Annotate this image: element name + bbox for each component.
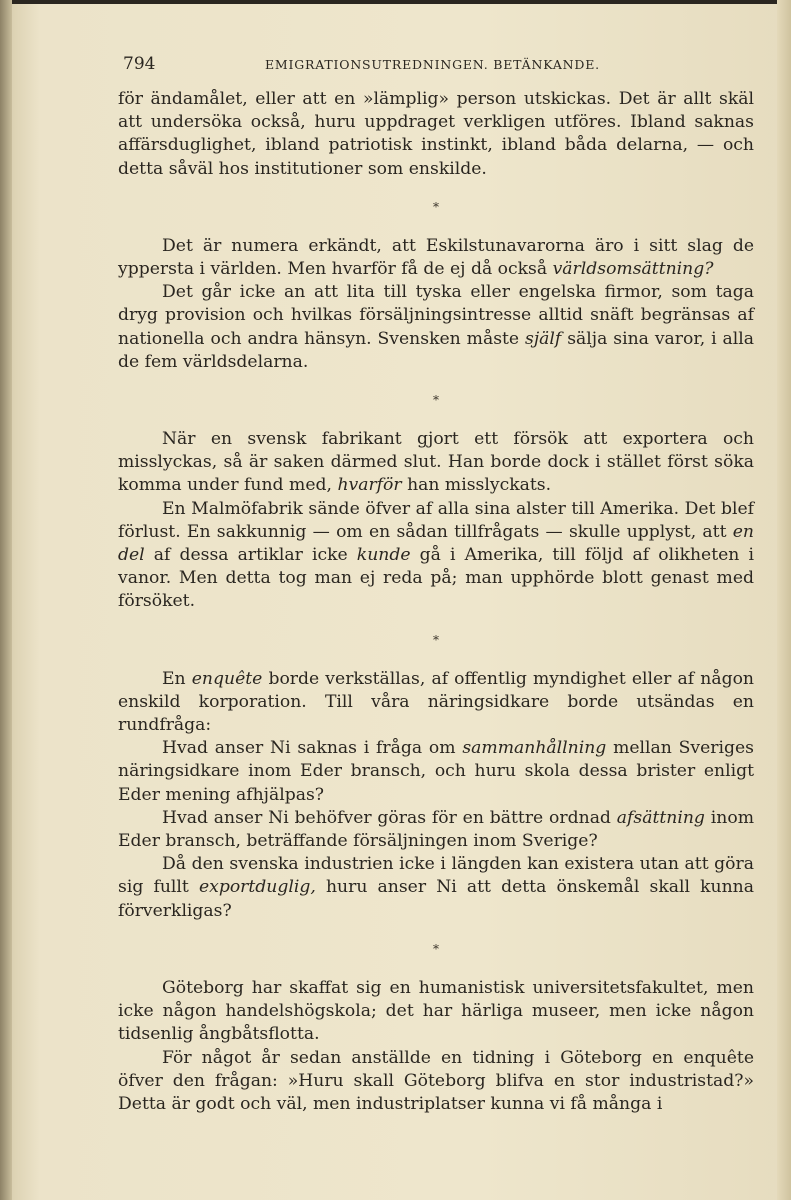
emphasis: världsomsättning?	[552, 259, 714, 280]
paragraph-text: han misslyckats.	[401, 475, 552, 496]
running-head: EMIGRATIONSUTREDNINGEN. BETÄNKANDE.	[265, 57, 600, 72]
paragraph	[118, 498, 754, 614]
paragraph-text: inom Eder bransch, beträffande försäljningen inom Sverige?	[118, 807, 754, 852]
paragraph-text: gå i Amerika, till följd af olikheten i vanor. Men detta tog man ej reda på; man upphörde blott genast med försöket.	[118, 545, 754, 612]
page-body	[118, 88, 754, 1116]
paragraph-text: En	[162, 668, 192, 689]
emphasis: en del	[118, 521, 754, 566]
emphasis: hvarför	[337, 475, 402, 496]
section-separator: *	[433, 393, 439, 408]
emphasis: kunde	[356, 545, 411, 566]
paragraph-text: När en svensk fabrikant gjort ett försök att exportera och misslyckas, så är saken därmed slut. Han borde dock i stället först söka komma under fund med,	[118, 429, 754, 496]
page-number: 794	[123, 54, 156, 74]
paragraph-text: Då den svenska industrien icke i längden kan existera utan att göra sig fullt	[118, 854, 754, 898]
paragraph	[118, 668, 754, 738]
paragraph	[118, 853, 754, 923]
paragraph-text: af dessa artiklar icke	[144, 545, 357, 566]
paragraph-text: sälja sina varor, i alla de fem världsdelarna.	[118, 328, 754, 372]
emphasis: enquête	[191, 668, 263, 689]
emphasis: själf	[525, 328, 562, 349]
top-edge	[0, 0, 791, 4]
section-separator: *	[433, 199, 439, 214]
section-separator: *	[433, 632, 439, 647]
paragraph-text: Det är numera erkändt, att Eskilstunavarorna äro i sitt slag de yppersta i världen. Men hvarför få de ej då också	[118, 235, 754, 280]
emphasis: afsättning	[616, 807, 705, 828]
paragraph	[118, 235, 754, 281]
paragraph-text: Hvad anser Ni behöfver göras för en bättre ordnad	[162, 807, 617, 828]
emphasis: sammanhållning	[462, 738, 607, 759]
paragraph-text: huru anser Ni att detta önskemål skall kunna förverkligas?	[118, 877, 754, 921]
paragraph-text: Det går icke an att lita till tyska eller engelska firmor, som taga dryg provision och hvilkas försäljningsintresse alltid snäft begränsas af nationella och andra hänsyn. Svensken måste	[118, 282, 754, 349]
page-header	[123, 54, 663, 78]
paragraph: För något år sedan anställde en tidning i Göteborg en enquête öfver den frågan: »Huru skall Göteborg blifva en stor industristad?» Detta är godt och väl, men industriplatser kunna vi få många i	[118, 1047, 754, 1114]
paragraph	[118, 807, 754, 853]
emphasis: exportduglig,	[198, 877, 316, 898]
paragraph-text: mellan Sveriges näringsidkare inom Eder bransch, och huru skola dessa brister enligt Eder mening afhjälpas?	[118, 738, 754, 805]
section-separator: *	[433, 941, 439, 956]
binding-edge	[0, 0, 12, 1200]
paragraph-text: En Malmöfabrik sände öfver af alla sina alster till Amerika. Det blef förlust. En sakkunnig — om en sådan tillfrågats — skulle upplyst, att	[118, 498, 754, 542]
paragraph-text: Hvad anser Ni saknas i fråga om	[162, 738, 463, 759]
paragraph-text: borde verkställas, af offentlig myndighet eller af någon enskild korporation. Till våra näringsidkare borde utsändas en rundfråga:	[118, 668, 754, 736]
right-page-edge	[777, 0, 791, 1200]
paragraph: för ändamålet, eller att en »lämplig» person utskickas. Det är allt skäl att undersöka också, huru uppdraget verkligen utföres. Ibland saknas affärsduglighet, ibland patriotisk instinkt, ibland båda delarna, — och detta såväl hos institutioner som enskilde.	[118, 89, 754, 179]
paragraph: Göteborg har skaffat sig en humanistisk universitetsfakultet, men icke någon handelshögskola; det har härliga museer, men icke någon tidsenlig ångbåtsflotta.	[118, 977, 754, 1045]
paragraph	[118, 737, 754, 807]
paragraph	[118, 281, 754, 374]
paragraph	[118, 428, 754, 498]
